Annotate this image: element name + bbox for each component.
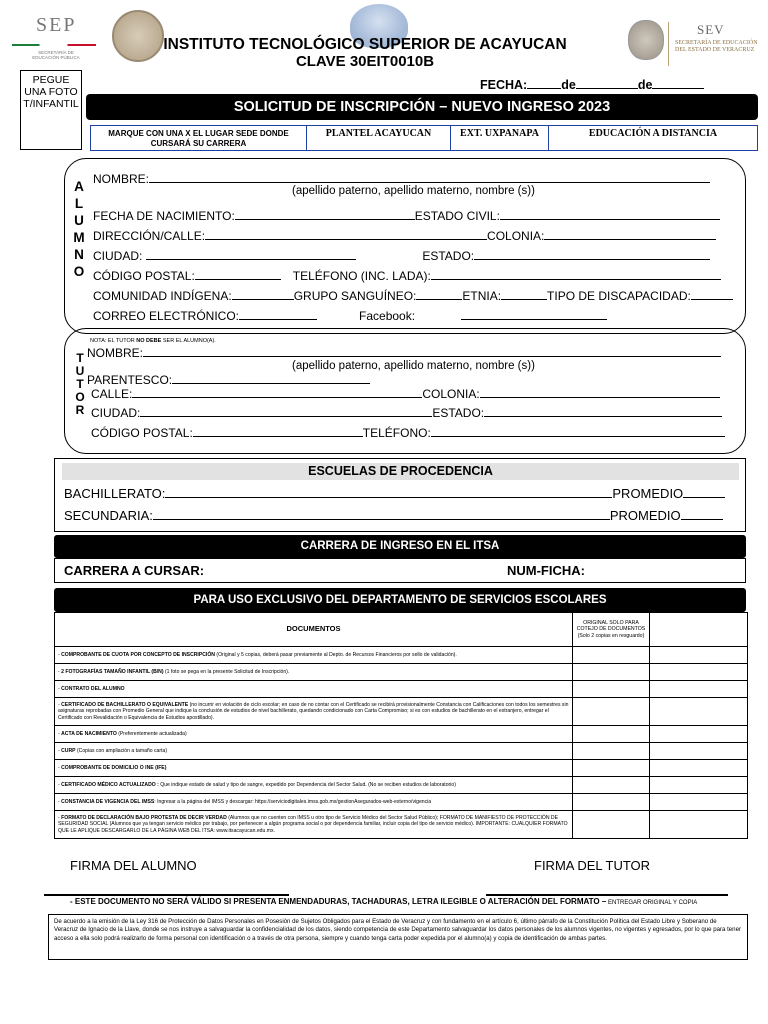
tutor-letter: O — [75, 390, 85, 404]
alumno-comunidad-field[interactable] — [93, 289, 733, 303]
carrera-title-bar: CARRERA DE INGRESO EN EL ITSA — [54, 535, 746, 558]
carrera-a-cursar-label[interactable]: CARRERA A CURSAR: — [64, 563, 205, 578]
flag-bar — [12, 44, 96, 46]
document-title: FORMATO DE DECLARACIÓN BAJO PROTESTA DE DECIR VERDAD — [61, 814, 227, 821]
document-row — [55, 743, 748, 760]
alumno-direccion-label: DIRECCIÓN/CALLE: — [93, 229, 206, 243]
document-bullet: - — [58, 651, 62, 658]
document-extra-check[interactable] — [650, 726, 748, 743]
tutor-nombre-hint: (apellido paterno, apellido materno, nombre (s)) — [292, 360, 535, 372]
tutor-calle-label: CALLE: — [91, 387, 133, 401]
institution-title: INSTITUTO TECNOLÓGICO SUPERIOR DE ACAYUCAN — [163, 36, 567, 53]
tutor-nombre-label: NOMBRE: — [87, 346, 144, 360]
document-original-check[interactable] — [573, 760, 650, 777]
documents-header-blank — [650, 613, 748, 647]
document-description — [55, 726, 573, 743]
alumno-correo-label: CORREO ELECTRÓNICO: — [93, 309, 240, 323]
document-title: CONTRATO DEL ALUMNO — [61, 685, 125, 692]
photo-box[interactable]: PEGUE UNA FOTO T/INFANTIL — [20, 70, 82, 150]
firma-tutor-line[interactable] — [486, 894, 728, 896]
document-original-check[interactable] — [573, 777, 650, 794]
tutor-ciudad-field[interactable] — [91, 406, 722, 420]
num-ficha-label[interactable]: NUM-FICHA: — [507, 563, 585, 578]
aviso-main: - ESTE DOCUMENTO NO SERÁ VÁLIDO SI PRESENTA ENMENDADURAS, TACHADURAS, LETRA ILEGIBLE O ALTERACIÓN DEL FORMATO – — [70, 897, 607, 906]
document-extra-check[interactable] — [650, 777, 748, 794]
document-row — [55, 698, 748, 726]
sede-selection-row — [90, 125, 758, 151]
sep-logo-text: SEP — [36, 14, 77, 36]
document-bullet: - — [58, 814, 62, 821]
alumno-estado-label: ESTADO: — [422, 249, 475, 263]
tutor-note-suffix: SER EL ALUMNO(A). — [162, 338, 216, 344]
sep-logo — [8, 10, 100, 62]
document-title: COMPROBANTE DE CUOTA POR CONCEPTO DE INSCRIPCIÓN — [61, 651, 215, 658]
document-description — [55, 664, 573, 681]
alumno-ciudad-field[interactable] — [93, 249, 710, 263]
sev-logo — [668, 22, 764, 66]
document-detail: (1 foto se pega en la presente Solicitud de Inscripción). — [163, 668, 290, 675]
document-title: COMPROBANTE DE DOMICILIO O INE (IFE) — [61, 764, 167, 771]
document-description — [55, 681, 573, 698]
tutor-parentesco-field[interactable] — [87, 373, 370, 387]
alumno-codigo-postal-label: CÓDIGO POSTAL: — [93, 269, 195, 283]
alumno-direccion-field[interactable] — [93, 229, 716, 243]
document-description — [55, 760, 573, 777]
document-extra-check[interactable] — [650, 681, 748, 698]
alumno-etnia-label: ETNIA: — [462, 289, 502, 303]
alumno-facebook-label: Facebook: — [359, 309, 416, 323]
secundaria-label: SECUNDARIA: — [64, 508, 153, 523]
alumno-letter: L — [74, 196, 84, 211]
alumno-correo-field[interactable] — [93, 309, 607, 323]
document-row — [55, 664, 748, 681]
document-description — [55, 743, 573, 760]
tutor-estado-label: ESTADO: — [432, 406, 485, 420]
document-row — [55, 777, 748, 794]
secundaria-promedio-label: PROMEDIO — [609, 508, 681, 523]
escuelas-title: ESCUELAS DE PROCEDENCIA — [62, 463, 739, 480]
document-extra-check[interactable] — [650, 698, 748, 726]
document-bullet: - — [58, 685, 62, 692]
tutor-vertical-label — [73, 352, 87, 417]
alumno-telefono-label: TELÉFONO (INC. LADA): — [292, 269, 431, 283]
document-detail: (no incurrir en violación de ciclo escolar; en caso de no contar con el Certificado se recibirá provisionalmente Constancia con Calificaciones con todos los semestres sin asignaturas reprobadas con Promedio General que indique la conclusión de estudios de nivel bachillerato, quedando condicionado con Carta Compromiso; si es con estudios de bachillerato en el extranjero, entregar el Certificado con Revalidación o Equivalencia de Estudios apostillado). — [58, 701, 569, 721]
document-row — [55, 811, 748, 839]
tutor-codigo-postal-field[interactable] — [91, 426, 725, 440]
document-original-check[interactable] — [573, 664, 650, 681]
secundaria-field[interactable] — [64, 508, 723, 523]
tutor-parentesco-label: PARENTESCO: — [87, 373, 173, 387]
fecha-de-2: de — [637, 78, 653, 92]
document-original-check[interactable] — [573, 647, 650, 664]
document-row — [55, 760, 748, 777]
tutor-telefono-label: TELÉFONO: — [362, 426, 431, 440]
document-detail: Que indique estado de salud y tipo de sangre, expedido por Dependencia del Sector Salud. (No se reciben estudios de laboratorio) — [158, 781, 456, 788]
document-detail: (Copias con ampliación a tamaño carta) — [75, 747, 168, 754]
document-original-check[interactable] — [573, 811, 650, 839]
document-title: CURP — [61, 747, 76, 754]
sev-logo-subtitle: SECRETARÍA DE EDUCACIÓN DEL ESTADO DE VERACRUZ — [675, 40, 758, 53]
document-row — [55, 794, 748, 811]
alumno-vertical-label — [72, 178, 86, 280]
legal-notice: De acuerdo a la emisión de la Ley 316 de Protección de Datos Personales en Posesión de Sujetos Obligados para el Estado de Veracruz y con fundamento en el artículo 6, último párrafo de la Constitución Política del Estado Libre y Soberano de Veracruz de Ignacio de la Llave, donde se nos instruye a salvaguardar la confidencialidad de los datos, siendo competencia de este Departamento salvaguardar los datos personales de los alumnos vigentes, no vigentes y egresados, por lo que para tener acceso a ella solo podrá realizarlo de forma personal con identificación o a través de otra persona, siempre y cuando tenga carta poder expedida por el alumno(a) y copia de identificación de ambas partes. — [48, 914, 748, 960]
uso-exclusivo-bar: PARA USO EXCLUSIVO DEL DEPARTAMENTO DE SERVICIOS ESCOLARES — [54, 588, 746, 612]
tutor-letter: T — [76, 351, 84, 365]
document-extra-check[interactable] — [650, 647, 748, 664]
document-row — [55, 681, 748, 698]
document-original-check[interactable] — [573, 698, 650, 726]
document-extra-check[interactable] — [650, 794, 748, 811]
document-bullet: - — [58, 764, 62, 771]
document-original-check[interactable] — [573, 743, 650, 760]
document-original-check[interactable] — [573, 794, 650, 811]
tutor-calle-field[interactable] — [91, 387, 720, 401]
alumno-estado-civil-label: ESTADO CIVIL: — [414, 209, 500, 223]
document-title: CERTIFICADO MÉDICO ACTUALIZADO : — [61, 781, 159, 788]
sep-logo-subtitle: SECRETARÍA DE EDUCACIÓN PÚBLICA — [32, 50, 80, 60]
alumno-fecha-nacimiento-field[interactable] — [93, 209, 720, 223]
document-description — [55, 794, 573, 811]
document-detail: (Original y 5 copias, deberá pasar previamente al Depto. de Recursos Financieros por sello de validación). — [214, 651, 457, 658]
tutor-note — [90, 338, 216, 344]
alumno-nombre-field[interactable] — [93, 172, 710, 186]
documents-header-original: ORIGINAL SOLO PARA COTEJO DE DOCUMENTOS (Solo 2 copias en resguardo) — [573, 613, 650, 647]
tutor-note-bold: NO DEBE — [136, 338, 162, 344]
document-bullet: - — [58, 781, 62, 788]
alumno-letter: U — [74, 213, 84, 228]
alumno-codigo-postal-field[interactable] — [93, 269, 721, 283]
documents-header-row — [55, 613, 748, 647]
document-description — [55, 811, 573, 839]
solicitud-title-bar: SOLICITUD DE INSCRIPCIÓN – NUEVO INGRESO 2023 — [86, 94, 758, 120]
bachillerato-promedio-label: PROMEDIO — [612, 486, 684, 501]
documents-table — [54, 612, 748, 839]
alumno-colonia-label: COLONIA: — [487, 229, 545, 243]
alumno-comunidad-label: COMUNIDAD INDÍGENA: — [93, 289, 232, 303]
firma-alumno-label: FIRMA DEL ALUMNO — [70, 858, 197, 873]
document-title: ACTA DE NACIMIENTO — [61, 730, 117, 737]
alumno-letter: O — [73, 264, 85, 279]
tutor-ciudad-label: CIUDAD: — [91, 406, 141, 420]
alumno-ciudad-label: CIUDAD: — [93, 249, 143, 263]
document-extra-check[interactable] — [650, 760, 748, 777]
alumno-nombre-hint: (apellido paterno, apellido materno, nombre (s)) — [292, 185, 535, 197]
alumno-fecha-nacimiento-label: FECHA DE NACIMIENTO: — [93, 209, 235, 223]
firma-tutor-label: FIRMA DEL TUTOR — [534, 858, 651, 873]
tutor-codigo-postal-label: CÓDIGO POSTAL: — [91, 426, 193, 440]
alumno-nombre-label: NOMBRE: — [93, 172, 150, 186]
sev-logo-text: SEV — [697, 22, 725, 37]
tutor-colonia-label: COLONIA: — [422, 387, 480, 401]
alumno-letter: M — [73, 230, 85, 245]
fecha-de-1: de — [561, 78, 576, 92]
document-row — [55, 726, 748, 743]
firma-alumno-line[interactable] — [44, 894, 289, 896]
alumno-discapacidad-label: TIPO DE DISCAPACIDAD: — [547, 289, 691, 303]
alumno-grupo-label: GRUPO SANGUÍNEO: — [293, 289, 417, 303]
document-original-check[interactable] — [573, 681, 650, 698]
document-title: CONSTANCIA DE VIGENCIA DEL IMSS — [61, 798, 155, 805]
document-extra-check[interactable] — [650, 743, 748, 760]
sede-option-distancia[interactable]: EDUCACIÓN A DISTANCIA — [588, 128, 718, 139]
document-detail: : Ingresar a la página del IMSS y descargar: https://serviciodigitales.imss.gob.mx/gestionAsegurados-web-externo/vigencia — [154, 798, 432, 805]
bachillerato-field[interactable] — [64, 486, 725, 501]
aviso-validez — [70, 897, 750, 906]
document-title: 2 FOTOGRAFÍAS TAMAÑO INFANTIL (B/N) — [61, 668, 164, 675]
sede-option-acayucan[interactable]: PLANTEL ACAYUCAN — [307, 126, 451, 150]
document-bullet: - — [58, 701, 62, 708]
document-original-check[interactable] — [573, 726, 650, 743]
document-bullet: - — [58, 730, 62, 737]
aviso-small: ENTREGAR ORIGINAL Y COPIA — [606, 900, 698, 906]
document-title: CERTIFICADO DE BACHILLERATO O EQUIVALENTE — [61, 701, 189, 708]
institution-clave: CLAVE 30EIT0010B — [295, 53, 435, 70]
document-description — [55, 647, 573, 664]
document-bullet: - — [58, 798, 62, 805]
document-detail: (Preferentemente actualizada) — [116, 730, 187, 737]
document-description — [55, 777, 573, 794]
document-description — [55, 698, 573, 726]
fecha-field[interactable] — [480, 78, 704, 92]
sede-question: MARQUE CON UNA X EL LUGAR SEDE DONDE CURSARÁ SU CARRERA — [91, 126, 307, 150]
tutor-nombre-field[interactable] — [87, 346, 721, 360]
alumno-letter: A — [74, 179, 84, 194]
document-row — [55, 647, 748, 664]
tutor-note-prefix: NOTA: EL TUTOR — [90, 338, 135, 344]
document-detail: (Alumnos que no cuenten con IMSS u otro tipo de Servicio Médico del Sector Salud Público); FORMATO DE MANIFIESTO DE PROTECCIÓN DE SEGURIDAD SOCIAL (Alumnos que ya tengan servicio médico por trabajo, por pertenecer a algún programa social o por dependencia familiar, incluir copia del tipo de servicio médico). IMPORTANTE: CUALQUIER FORMATO QUE LE APLIQUE DESCARGARLO DE LA PÁGINA WEB DEL ITSA: www.itsacayucan.edu.mx. — [58, 814, 568, 834]
bachillerato-label: BACHILLERATO: — [64, 486, 166, 501]
document-bullet: - — [58, 747, 62, 754]
document-bullet: - — [58, 668, 62, 675]
tutor-letter: U — [75, 364, 85, 378]
document-extra-check[interactable] — [650, 811, 748, 839]
tutor-letter: T — [76, 377, 84, 391]
veracruz-coat-of-arms-icon — [628, 20, 664, 60]
sede-option-uxpanapa[interactable]: EXT. UXPANAPA — [451, 126, 549, 150]
documents-header: DOCUMENTOS — [55, 613, 573, 647]
tutor-letter: R — [75, 403, 85, 417]
alumno-letter: N — [74, 247, 84, 262]
fecha-label: FECHA: — [480, 78, 528, 92]
carrera-section — [54, 558, 746, 583]
document-extra-check[interactable] — [650, 664, 748, 681]
